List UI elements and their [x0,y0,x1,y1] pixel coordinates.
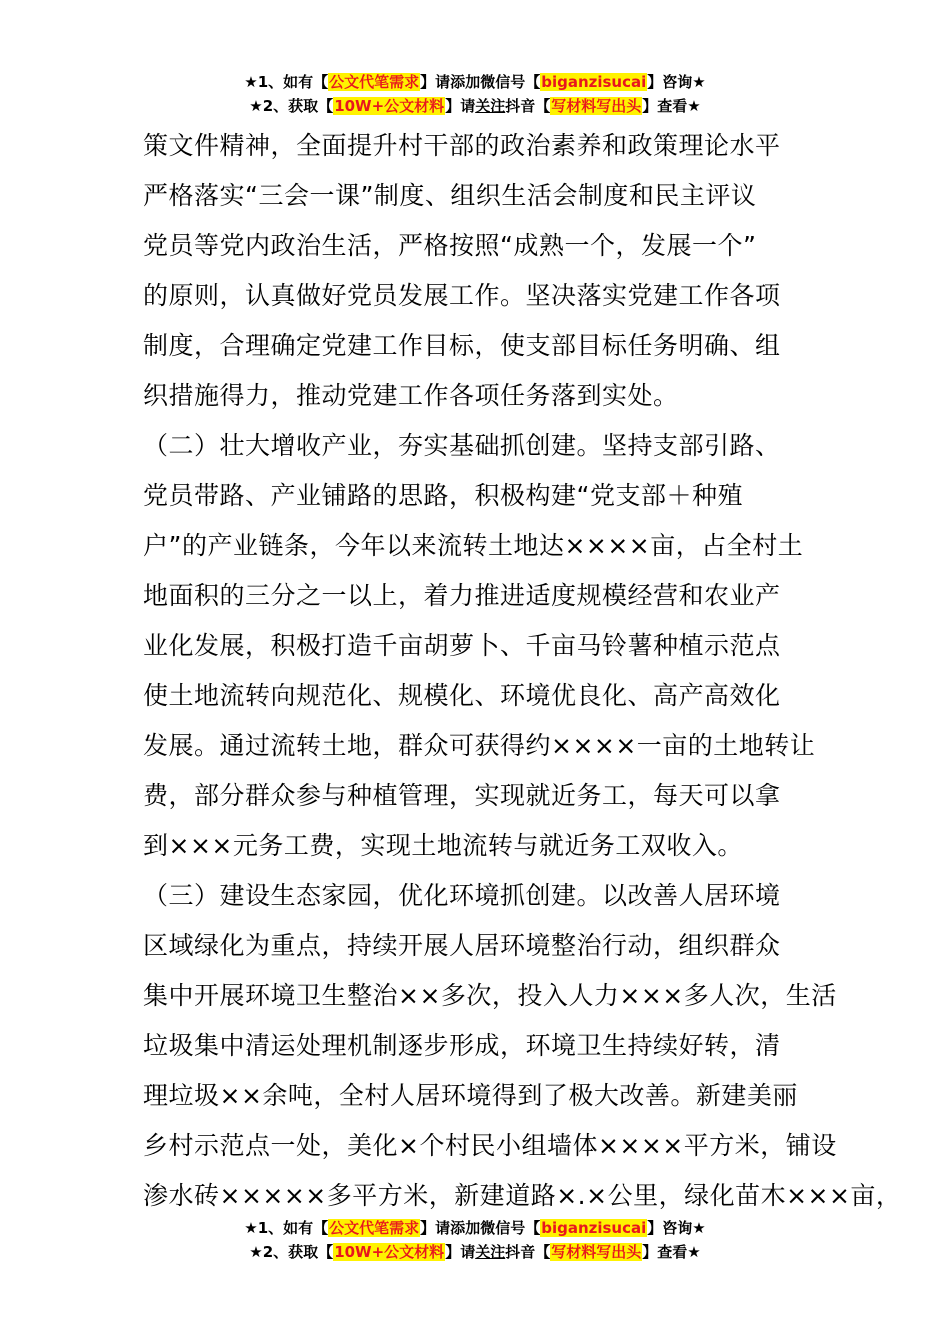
banner-emphasis: 关注 [475,97,506,115]
body-line: 地面积的三分之一以上，着力推进适度规模经营和农业产 [143,581,781,610]
banner-emphasis: 加 [465,73,481,91]
body-line: 户”的产业链条，今年以来流转土地达××××亩，占全村土 [143,531,804,560]
banner-emphasis: 加 [465,1219,481,1237]
banner-text: ★1、如有【 [244,73,329,91]
body-line: 策文件精神，全面提升村干部的政治素养和政策理论水平 [143,131,781,160]
banner-line-1 [0,70,950,94]
banner-text: 】请 [445,1243,476,1261]
banner-text: 】咨询★ [647,73,706,91]
body-line: 发展。通过流转土地，群众可获得约××××一亩的土地转让 [143,731,816,760]
banner-text: 】请添 [420,73,466,91]
banner-highlight: biganzisucai [541,73,647,91]
bottom-banner [0,1216,950,1264]
body-line: 党员等党内政治生活，严格按照“成熟一个，发展一个” [143,231,757,260]
body-line: 集中开展环境卫生整治××多次，投入人力×××多人次，生活 [143,981,837,1010]
banner-text: ★2、获取【 [249,1243,334,1261]
banner-emphasis: 关注 [475,1243,506,1261]
body-line: 乡村示范点一处，美化×个村民小组墙体××××平方米，铺设 [143,1131,837,1160]
banner-text: 】请 [445,97,476,115]
body-line: 费，部分群众参与种植管理，实现就近务工，每天可以拿 [143,781,781,810]
body-line: 使土地流转向规范化、规模化、环境优良化、高产高效化 [143,681,781,710]
body-line: 党员带路、产业铺路的思路，积极构建“党支部＋种殖 [143,481,743,510]
banner-text: 】咨询★ [647,1219,706,1237]
banner-text: 】查看★ [642,1243,701,1261]
body-line: 织措施得力，推动党建工作各项任务落到实处。 [143,381,679,410]
body-line: 到×××元务工费，实现土地流转与就近务工双收入。 [143,831,743,860]
top-banner [0,70,950,118]
body-line: 严格落实“三会一课”制度、组织生活会制度和民主评议 [143,181,757,210]
banner-line-2 [0,1240,950,1264]
banner-text: 微信号【 [480,73,541,91]
body-line: 渗水砖×××××多平方米，新建道路×.×公里，绿化苗木×××亩， [143,1181,902,1210]
section-heading-line: （三）建设生态家园，优化环境抓创建。以改善人居环境 [143,881,781,910]
banner-highlight: 10W+公文材料 [334,97,445,115]
banner-text: ★1、如有【 [244,1219,329,1237]
banner-highlight: 公文代笔需求 [329,73,420,91]
banner-text: 微信号【 [480,1219,541,1237]
section-heading-line: （二）壮大增收产业，夯实基础抓创建。坚持支部引路、 [143,431,781,460]
banner-text: 抖音【 [505,97,551,115]
banner-highlight: biganzisucai [541,1219,647,1237]
document-body [143,121,902,1221]
body-line: 业化发展，积极打造千亩胡萝卜、千亩马铃薯种植示范点 [143,631,781,660]
banner-text: ★2、获取【 [249,97,334,115]
body-line: 理垃圾××余吨，全村人居环境得到了极大改善。新建美丽 [143,1081,798,1110]
banner-text: 抖音【 [505,1243,551,1261]
body-line: 制度，合理确定党建工作目标，使支部目标任务明确、组 [143,331,781,360]
body-line: 区域绿化为重点，持续开展人居环境整治行动，组织群众 [143,931,781,960]
banner-highlight: 写材料写出头 [551,97,642,115]
banner-highlight: 写材料写出头 [551,1243,642,1261]
banner-text: 】查看★ [642,97,701,115]
banner-highlight: 公文代笔需求 [329,1219,420,1237]
body-line: 垃圾集中清运处理机制逐步形成，环境卫生持续好转，清 [143,1031,781,1060]
banner-line-2 [0,94,950,118]
banner-highlight: 10W+公文材料 [334,1243,445,1261]
banner-line-1 [0,1216,950,1240]
body-line: 的原则，认真做好党员发展工作。坚决落实党建工作各项 [143,281,781,310]
banner-text: 】请添 [420,1219,466,1237]
